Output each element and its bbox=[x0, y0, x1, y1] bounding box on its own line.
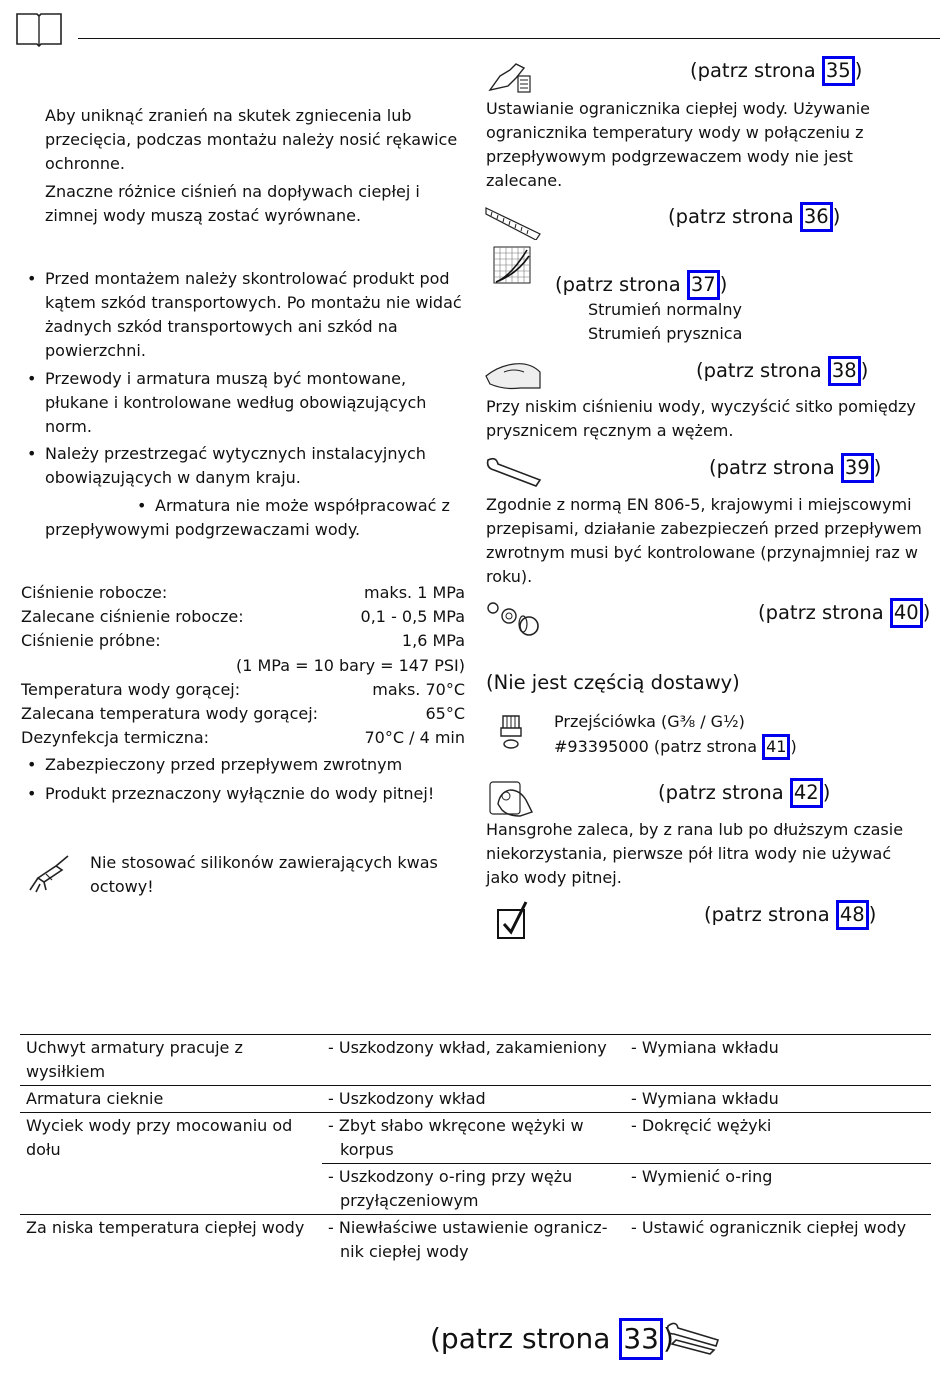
ref-page-48[interactable]: (patrz strona 48 ) bbox=[704, 900, 876, 930]
spec-label: Dezynfekcja termiczna: bbox=[21, 728, 210, 747]
page-number-link[interactable]: 36 bbox=[800, 202, 833, 232]
spec-row bbox=[21, 678, 465, 702]
spec-row bbox=[21, 702, 465, 726]
adapter-label: Przejściówka (G⅜ / G½) bbox=[554, 712, 745, 731]
page-number-link[interactable]: 40 bbox=[890, 598, 923, 628]
text-first-water: Hansgrohe zaleca, by z rana lub po dłuższym czasie niekorzystania, pierwsze pół litra wody nie używać jako wody pitnej. bbox=[486, 820, 904, 887]
problem-cell: Wyciek wody przy mocowaniu od dołu bbox=[20, 1113, 322, 1215]
remedy-cell: - Ustawić ogranicznik ciepłej wody bbox=[625, 1215, 931, 1266]
spec-value: maks. 70°C bbox=[372, 680, 465, 699]
flow-normal-label: Strumień normalny bbox=[588, 300, 742, 319]
flow-chart-icon bbox=[493, 246, 533, 286]
header-rule bbox=[78, 38, 940, 39]
troubleshooting-table bbox=[20, 1034, 931, 1265]
ref-page-40[interactable]: (patrz strona 40 ) bbox=[758, 598, 930, 628]
spec-label: Zalecane ciśnienie robocze: bbox=[21, 607, 244, 626]
text-backflow-check: Zgodnie z normą EN 806-5, krajowymi i miejscowymi przepisami, działanie zabezpieczeń przed przepływem zwrotnym musi być kontrolowane (przynajmniej raz w roku). bbox=[486, 495, 922, 586]
spec-value: 1,6 MPa bbox=[401, 631, 465, 650]
ref-page-35[interactable]: (patrz strona 35 ) bbox=[690, 56, 862, 86]
silicone-note: Nie stosować silikonów zawierających kwas octowy! bbox=[90, 853, 438, 896]
ref-page-36[interactable]: (patrz strona 36 ) bbox=[668, 202, 840, 232]
wrench-icon bbox=[484, 454, 544, 490]
page-number-link[interactable]: 35 bbox=[822, 56, 855, 86]
page-number-link[interactable]: 39 bbox=[841, 453, 874, 483]
spec-value: 0,1 - 0,5 MPa bbox=[360, 607, 465, 626]
table-row bbox=[20, 1086, 931, 1113]
remedy-cell: - Wymiana wkładu bbox=[625, 1086, 931, 1113]
hand-on-tap-icon bbox=[486, 776, 538, 818]
text-clean-strainer: Przy niskim ciśnieniu wody, wyczyścić sitko pomiędzy prysznicem ręcznym a wężem. bbox=[486, 397, 916, 440]
spec-row bbox=[21, 629, 465, 653]
spec-value: (1 MPa = 10 bary = 147 PSI) bbox=[235, 656, 465, 675]
cause-cell: - Uszkodzony wkład, zakamieniony bbox=[322, 1035, 625, 1086]
spec-value: 70°C / 4 min bbox=[364, 728, 465, 747]
ref-page-38[interactable]: (patrz strona 38 ) bbox=[696, 356, 868, 386]
pressure-warning: Znaczne różnice ciśnień na dopływach ciepłej i zimnej wody muszą zostać wyrównane. bbox=[45, 182, 420, 225]
tools-icon bbox=[664, 1318, 722, 1358]
page-number-link[interactable]: 33 bbox=[619, 1318, 663, 1360]
spec-label: Ciśnienie próbne: bbox=[21, 631, 161, 650]
bullet-transport-damage: • Przed montażem należy skontrolować produkt pod kątem szkód transportowych. Po montażu nie widać żadnych szkód transportowych ani szkód na powierzchni. bbox=[45, 267, 465, 363]
page-number-link[interactable]: 37 bbox=[687, 270, 720, 300]
cause-cell: - Zbyt słabo wkręcone wężyki w korpus bbox=[322, 1113, 625, 1164]
checkbox-icon bbox=[496, 900, 530, 940]
silicone-gun-icon bbox=[26, 852, 72, 894]
adapter-icon bbox=[498, 712, 524, 752]
table-row bbox=[20, 1215, 931, 1266]
spec-row bbox=[21, 581, 465, 605]
spec-label: Ciśnienie robocze: bbox=[21, 583, 168, 602]
thermostat-hand-icon bbox=[486, 56, 534, 96]
bullet-drinking-water: • Produkt przeznaczony wyłącznie do wody pitnej! bbox=[45, 782, 465, 806]
page-number-link[interactable]: 42 bbox=[790, 778, 823, 808]
bullet-flow-heaters: • Armatura nie może współpracować z przepływowymi podgrzewaczami wody. bbox=[45, 494, 465, 542]
remedy-cell: - Wymiana wkładu bbox=[625, 1035, 931, 1086]
spec-value: 65°C bbox=[425, 704, 465, 723]
ref-page-42[interactable]: (patrz strona 42 ) bbox=[658, 778, 830, 808]
page-number-link[interactable]: 41 bbox=[762, 734, 790, 760]
flow-shower-label: Strumień prysznica bbox=[588, 324, 743, 343]
bullet-backflow: • Zabezpieczony przed przepływem zwrotnym bbox=[45, 753, 465, 777]
not-included-note: (Nie jest częścią dostawy) bbox=[486, 671, 740, 694]
remedy-cell: - Wymienić o-ring bbox=[625, 1164, 931, 1215]
remedy-cell: - Dokręcić wężyki bbox=[625, 1113, 931, 1164]
table-row bbox=[20, 1035, 931, 1086]
ref-page-33[interactable]: (patrz strona 33 ) bbox=[430, 1318, 674, 1360]
problem-cell: Uchwyt armatury pracuje z wysiłkiem bbox=[20, 1035, 322, 1086]
spec-label: Zalecana temperatura wody gorącej: bbox=[21, 704, 319, 723]
cause-cell: - Uszkodzony o-ring przy wężu przyłączeniowym bbox=[322, 1164, 625, 1215]
table-row bbox=[20, 1113, 931, 1164]
problem-cell: Za niska temperatura ciepłej wody bbox=[20, 1215, 322, 1266]
ref-page-41[interactable]: #93395000 (patrz strona 41 ) bbox=[554, 734, 797, 760]
spec-row bbox=[21, 605, 465, 629]
spec-label: Temperatura wody gorącej: bbox=[21, 680, 241, 699]
spec-row bbox=[21, 726, 465, 750]
gloves-warning: Aby uniknąć zranień na skutek zgniecenia lub przecięcia, podczas montażu należy nosić rękawice ochronne. bbox=[45, 106, 458, 173]
ref-page-39[interactable]: (patrz strona 39 ) bbox=[709, 453, 881, 483]
bullet-installation-norms: • Przewody i armatura muszą być montowane, płukane i kontrolowane według obowiązujących norm. bbox=[45, 367, 465, 439]
bullet-country-guidelines: • Należy przestrzegać wytycznych instalacyjnych obowiązujących w danym kraju. bbox=[45, 442, 465, 490]
cause-cell: - Niewłaściwe ustawienie ogranicz-nik ciepłej wody bbox=[322, 1215, 625, 1266]
page-number-link[interactable]: 48 bbox=[836, 900, 869, 930]
spec-row bbox=[21, 654, 465, 678]
book-icon bbox=[15, 8, 63, 48]
text-temperature-limiter: Ustawianie ogranicznika ciepłej wody. Używanie ogranicznika temperatury wody w połączeniu z przepływowym podgrzewaczem wody nie jest zalecane. bbox=[486, 99, 870, 190]
seals-icon bbox=[485, 600, 545, 640]
ref-page-37[interactable]: (patrz strona 37 ) bbox=[555, 270, 727, 300]
cause-cell: - Uszkodzony wkład bbox=[322, 1086, 625, 1113]
ruler-icon bbox=[484, 204, 542, 240]
spec-value: maks. 1 MPa bbox=[364, 583, 465, 602]
cleaning-hand-icon bbox=[484, 358, 544, 392]
page-number-link[interactable]: 38 bbox=[828, 356, 861, 386]
problem-cell: Armatura cieknie bbox=[20, 1086, 322, 1113]
